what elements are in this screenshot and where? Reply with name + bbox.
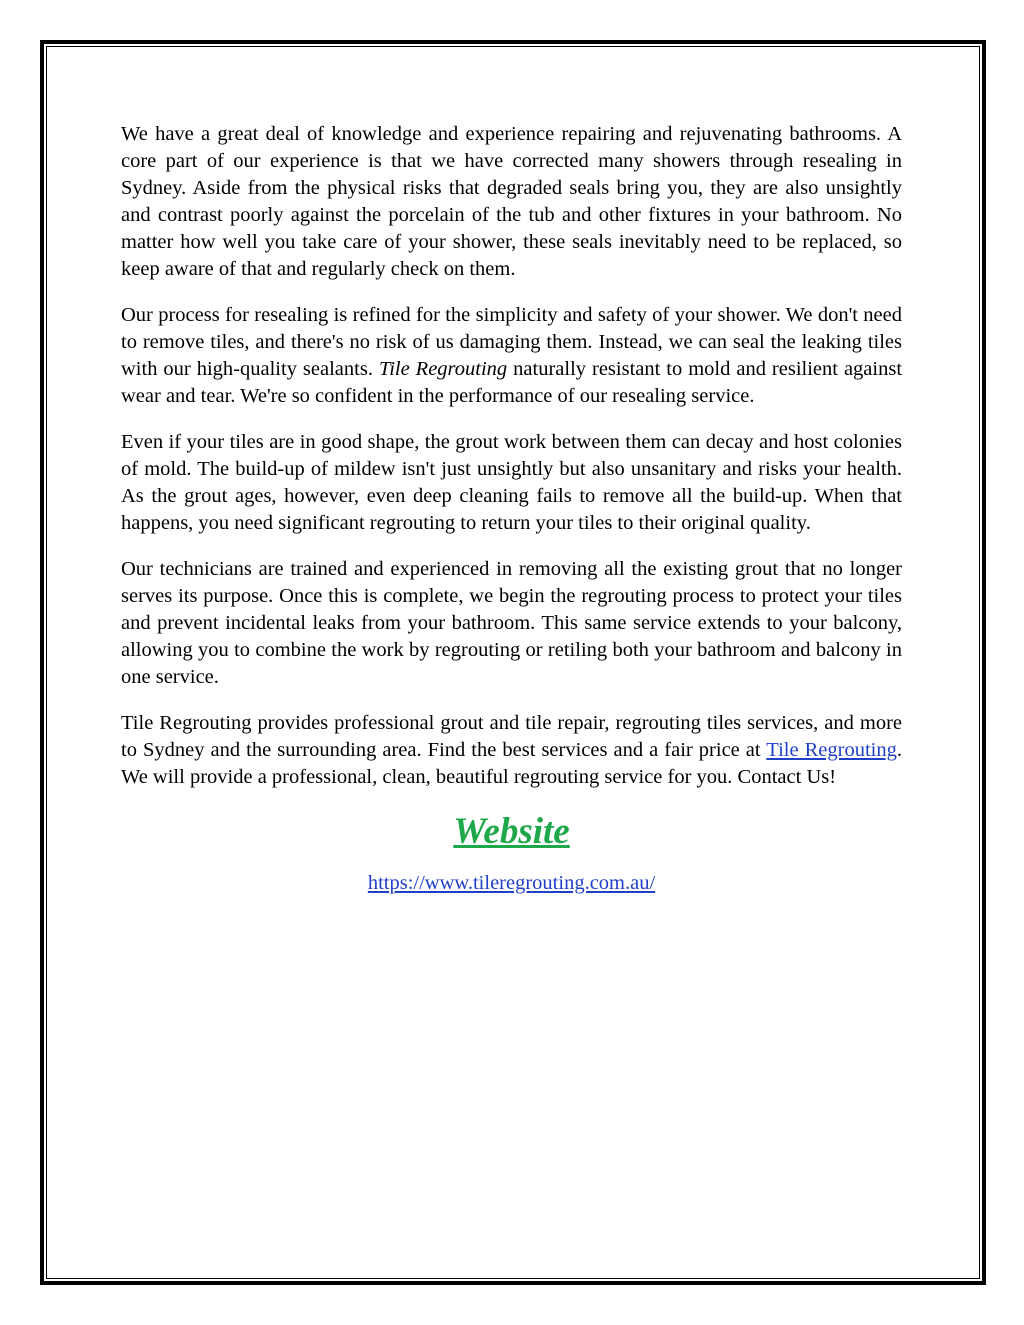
document-body [121, 121, 902, 897]
paragraph-resealing [121, 302, 902, 410]
brand-name-italic: Tile Regrouting [378, 358, 508, 380]
website-url-container [121, 870, 902, 897]
paragraph-intro: We have a great deal of knowledge and experience repairing and rejuvenating bathrooms. A core part of our experience is that we have corrected many showers through resealing in Sydney. Aside from the physical risks that degraded seals bring you, they are also unsightly and contrast poorly against the porcelain of the tub and other fixtures in your bathroom. No matter how well you take care of your shower, these seals inevitably need to be replaced, so keep aware of that and regularly check on them. [121, 123, 902, 280]
paragraph-services-text-end: . We will provide a professional, clean, beautiful regrouting service for you. Contact Us! [121, 739, 902, 788]
paragraph-services-text-start: Tile Regrouting provides professional grout and tile repair, regrouting tiles services, and more to Sydney and the surrounding area. Find the best services and a fair price at [121, 712, 902, 761]
paragraph-resealing-text-end: naturally resistant to mold and resilient against wear and tear. We're so confident in the performance of our resealing service. [121, 358, 903, 407]
website-url-link[interactable]: https://www.tileregrouting.com.au/ [367, 872, 656, 894]
paragraph-technicians: Our technicians are trained and experienced in removing all the existing grout that no longer serves its purpose. Once this is complete, we begin the regrouting process to protect your tiles and prevent incidental leaks from your bathroom. This same service extends to your balcony, allowing you to combine the work by regrouting or retiling both your bathroom and balcony in one service. [121, 558, 902, 688]
paragraph-grout-decay: Even if your tiles are in good shape, the grout work between them can decay and host colonies of mold. The build-up of mildew isn't just unsightly but also unsanitary and risks your health. As the grout ages, however, even deep cleaning fails to remove all the build-up. When that happens, you need significant regrouting to return your tiles to their original quality. [121, 431, 902, 534]
tile-regrouting-link[interactable]: Tile Regrouting [766, 739, 897, 761]
website-heading[interactable]: Website [453, 811, 570, 852]
paragraph-services [121, 710, 902, 791]
paragraph-resealing-text-start: Our process for resealing is refined for the simplicity and safety of your shower. We don't need to remove tiles, and there's no risk of us damaging them. Instead, we can seal the leaking tiles with our high-quality sealants. [121, 304, 902, 380]
